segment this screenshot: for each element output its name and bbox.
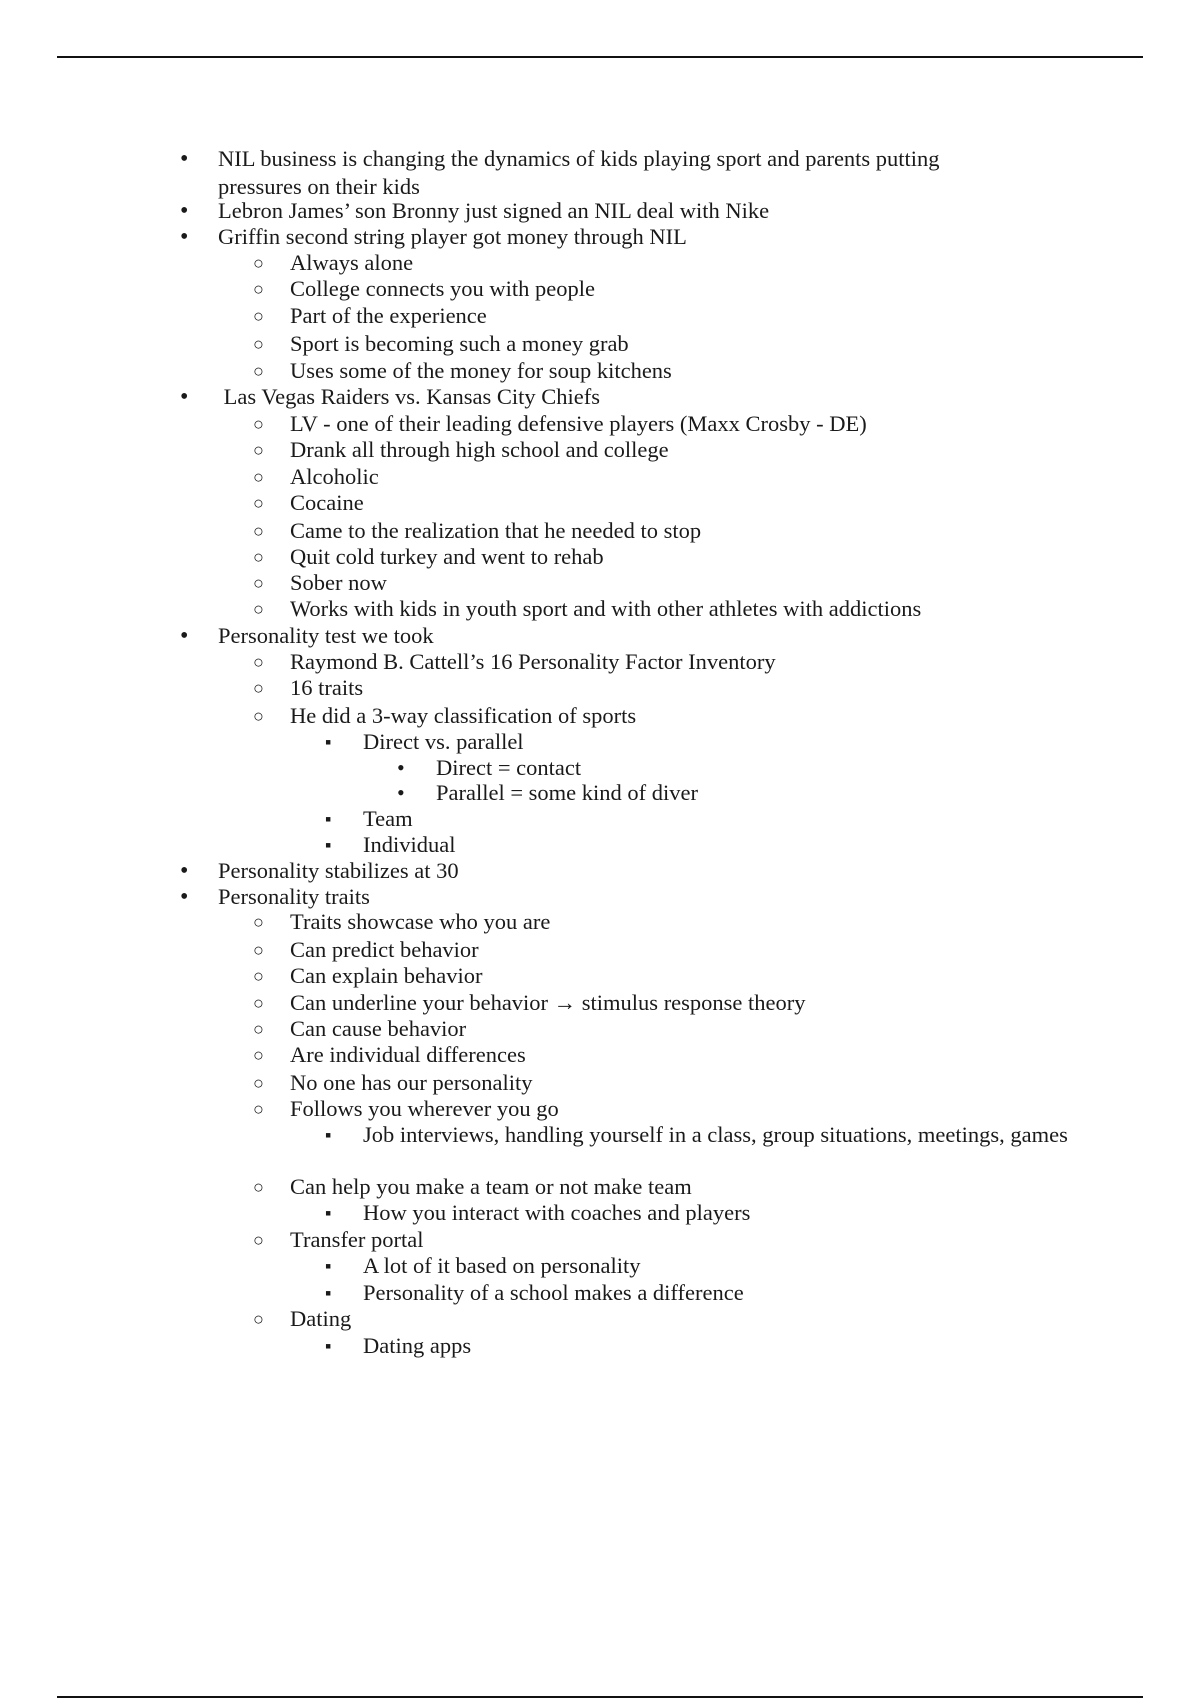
list-item-text: Came to the realization that he needed to stop xyxy=(290,518,702,543)
circle-bullet-icon: ○ xyxy=(253,652,264,672)
circle-bullet-icon: ○ xyxy=(253,279,264,299)
list-item xyxy=(0,857,1200,885)
list-item-text: Part of the experience xyxy=(290,303,487,328)
list-item xyxy=(0,436,1200,464)
list-item xyxy=(0,1041,1200,1069)
list-item-text: A lot of it based on personality xyxy=(363,1253,641,1278)
list-item xyxy=(0,962,1200,990)
list-item-text: Team xyxy=(363,806,413,831)
circle-bullet-icon: ○ xyxy=(253,547,264,567)
list-item xyxy=(0,1173,1200,1201)
list-item xyxy=(0,595,1200,623)
list-item-text: How you interact with coaches and players xyxy=(363,1200,751,1225)
list-item xyxy=(0,936,1200,964)
list-item-text: Traits showcase who you are xyxy=(290,909,551,934)
list-item-text: Las Vegas Raiders vs. Kansas City Chiefs xyxy=(218,384,601,409)
list-item-text: Personality traits xyxy=(218,884,370,909)
circle-bullet-icon: ○ xyxy=(253,706,264,726)
square-bullet-icon: ▪ xyxy=(325,1283,332,1303)
list-item-text: Dating xyxy=(290,1306,352,1331)
list-item-text: Alcoholic xyxy=(290,464,379,489)
bullet-icon: • xyxy=(180,384,189,410)
list-item xyxy=(0,383,1200,411)
list-item xyxy=(0,1199,1200,1227)
list-item-text: Quit cold turkey and went to rehab xyxy=(290,544,604,569)
circle-bullet-icon: ○ xyxy=(253,1019,264,1039)
circle-bullet-icon: ○ xyxy=(253,678,264,698)
list-item xyxy=(0,908,1200,936)
list-item-text: Direct = contact xyxy=(436,755,582,780)
list-item-text: Cocaine xyxy=(290,490,364,515)
circle-bullet-icon: ○ xyxy=(253,1099,264,1119)
circle-bullet-icon: ○ xyxy=(253,940,264,960)
square-bullet-icon: ▪ xyxy=(325,809,332,829)
list-item-text: He did a 3-way classification of sports xyxy=(290,703,637,728)
list-item-text: Personality stabilizes at 30 xyxy=(218,858,459,883)
list-item xyxy=(0,1279,1200,1307)
circle-bullet-icon: ○ xyxy=(253,521,264,541)
list-item-text: Are individual differences xyxy=(290,1042,526,1067)
square-bullet-icon: ▪ xyxy=(325,1336,332,1356)
circle-bullet-icon: ○ xyxy=(253,993,264,1013)
list-item xyxy=(0,410,1200,438)
list-item-text: Can cause behavior xyxy=(290,1016,467,1041)
circle-bullet-icon: ○ xyxy=(253,1045,264,1065)
list-item xyxy=(0,489,1200,517)
list-item xyxy=(0,275,1200,303)
bullet-icon: • xyxy=(180,198,189,224)
list-item-text: Job interviews, handling yourself in a class, group situations, meetings, games xyxy=(363,1122,1068,1147)
circle-bullet-icon: ○ xyxy=(253,1177,264,1197)
circle-bullet-icon: ○ xyxy=(253,253,264,273)
list-item-text: Uses some of the money for soup kitchens xyxy=(290,358,672,383)
list-item-text: Transfer portal xyxy=(290,1227,424,1252)
list-item xyxy=(0,302,1200,330)
circle-bullet-icon: ○ xyxy=(253,493,264,513)
bullet-icon: • xyxy=(180,146,189,172)
circle-bullet-icon: ○ xyxy=(253,414,264,434)
list-item-text: Parallel = some kind of diver xyxy=(436,780,699,805)
list-item-text: Drank all through high school and college xyxy=(290,437,669,462)
list-item-text: Lebron James’ son Bronny just signed an NIL deal with Nike xyxy=(218,198,770,223)
list-item-text: Can help you make a team or not make team xyxy=(290,1174,692,1199)
list-item xyxy=(0,543,1200,571)
list-item-text: Always alone xyxy=(290,250,414,275)
list-item xyxy=(0,249,1200,277)
list-item-text: NIL business is changing the dynamics of kids playing sport and parents putting pressures on their kids xyxy=(218,146,940,199)
list-item xyxy=(0,805,1200,833)
list-item-text: LV - one of their leading defensive players (Maxx Crosby - DE) xyxy=(290,411,867,436)
circle-bullet-icon: ○ xyxy=(253,966,264,986)
circle-bullet-icon: ○ xyxy=(253,1230,264,1250)
list-item-text: Sober now xyxy=(290,570,387,595)
list-item xyxy=(0,754,1200,782)
list-item xyxy=(0,622,1200,650)
list-item xyxy=(0,145,1200,199)
circle-bullet-icon: ○ xyxy=(253,306,264,326)
circle-bullet-icon: ○ xyxy=(253,599,264,619)
list-item xyxy=(0,1069,1200,1097)
bullet-icon: • xyxy=(180,224,189,250)
circle-bullet-icon: ○ xyxy=(253,334,264,354)
list-item xyxy=(0,1305,1200,1333)
list-item xyxy=(0,463,1200,491)
list-item-text: Personality test we took xyxy=(218,623,434,648)
list-item-text: No one has our personality xyxy=(290,1070,533,1095)
list-item xyxy=(0,330,1200,358)
square-bullet-icon: ▪ xyxy=(325,1203,332,1223)
list-item-text: Raymond B. Cattell’s 16 Personality Factor Inventory xyxy=(290,649,776,674)
list-item-text: Can underline your behavior → stimulus response theory xyxy=(290,990,806,1015)
list-item xyxy=(0,728,1200,756)
list-item xyxy=(0,1121,1200,1149)
circle-bullet-icon: ○ xyxy=(253,1309,264,1329)
list-item-text: Can predict behavior xyxy=(290,937,479,962)
list-item xyxy=(0,223,1200,251)
list-item-text: Individual xyxy=(363,832,456,857)
bottom-rule xyxy=(57,1696,1143,1698)
circle-bullet-icon: ○ xyxy=(253,573,264,593)
list-item-text: Griffin second string player got money through NIL xyxy=(218,224,687,249)
circle-bullet-icon: ○ xyxy=(253,467,264,487)
list-item-text: Direct vs. parallel xyxy=(363,729,524,754)
circle-bullet-icon: ○ xyxy=(253,440,264,460)
bullet-icon: • xyxy=(397,755,405,780)
list-item xyxy=(0,197,1200,225)
list-item-text: Sport is becoming such a money grab xyxy=(290,331,629,356)
list-item-text: Dating apps xyxy=(363,1333,472,1358)
list-item xyxy=(0,779,1200,807)
circle-bullet-icon: ○ xyxy=(253,912,264,932)
square-bullet-icon: ▪ xyxy=(325,1125,332,1145)
list-item-text: Follows you wherever you go xyxy=(290,1096,559,1121)
bullet-icon: • xyxy=(180,858,189,884)
list-item xyxy=(0,357,1200,385)
bullet-icon: • xyxy=(180,623,189,649)
list-item xyxy=(0,831,1200,859)
top-rule xyxy=(57,56,1143,58)
list-item xyxy=(0,1252,1200,1280)
list-item xyxy=(0,517,1200,545)
list-item xyxy=(0,883,1200,911)
circle-bullet-icon: ○ xyxy=(253,1073,264,1093)
list-item-text: Works with kids in youth sport and with other athletes with addictions xyxy=(290,596,922,621)
list-item xyxy=(0,1015,1200,1043)
list-item-text: College connects you with people xyxy=(290,276,595,301)
square-bullet-icon: ▪ xyxy=(325,1256,332,1276)
list-item-text: 16 traits xyxy=(290,675,364,700)
list-item xyxy=(0,702,1200,730)
list-item xyxy=(0,1332,1200,1360)
list-item xyxy=(0,569,1200,597)
list-item-text: Personality of a school makes a difference xyxy=(363,1280,744,1305)
list-item xyxy=(0,674,1200,702)
bullet-icon: • xyxy=(397,780,405,805)
square-bullet-icon: ▪ xyxy=(325,732,332,752)
list-item xyxy=(0,648,1200,676)
bullet-icon: • xyxy=(180,884,189,910)
circle-bullet-icon: ○ xyxy=(253,361,264,381)
list-item xyxy=(0,989,1200,1017)
list-item xyxy=(0,1226,1200,1254)
square-bullet-icon: ▪ xyxy=(325,835,332,855)
list-item-text: Can explain behavior xyxy=(290,963,483,988)
list-item xyxy=(0,1095,1200,1123)
